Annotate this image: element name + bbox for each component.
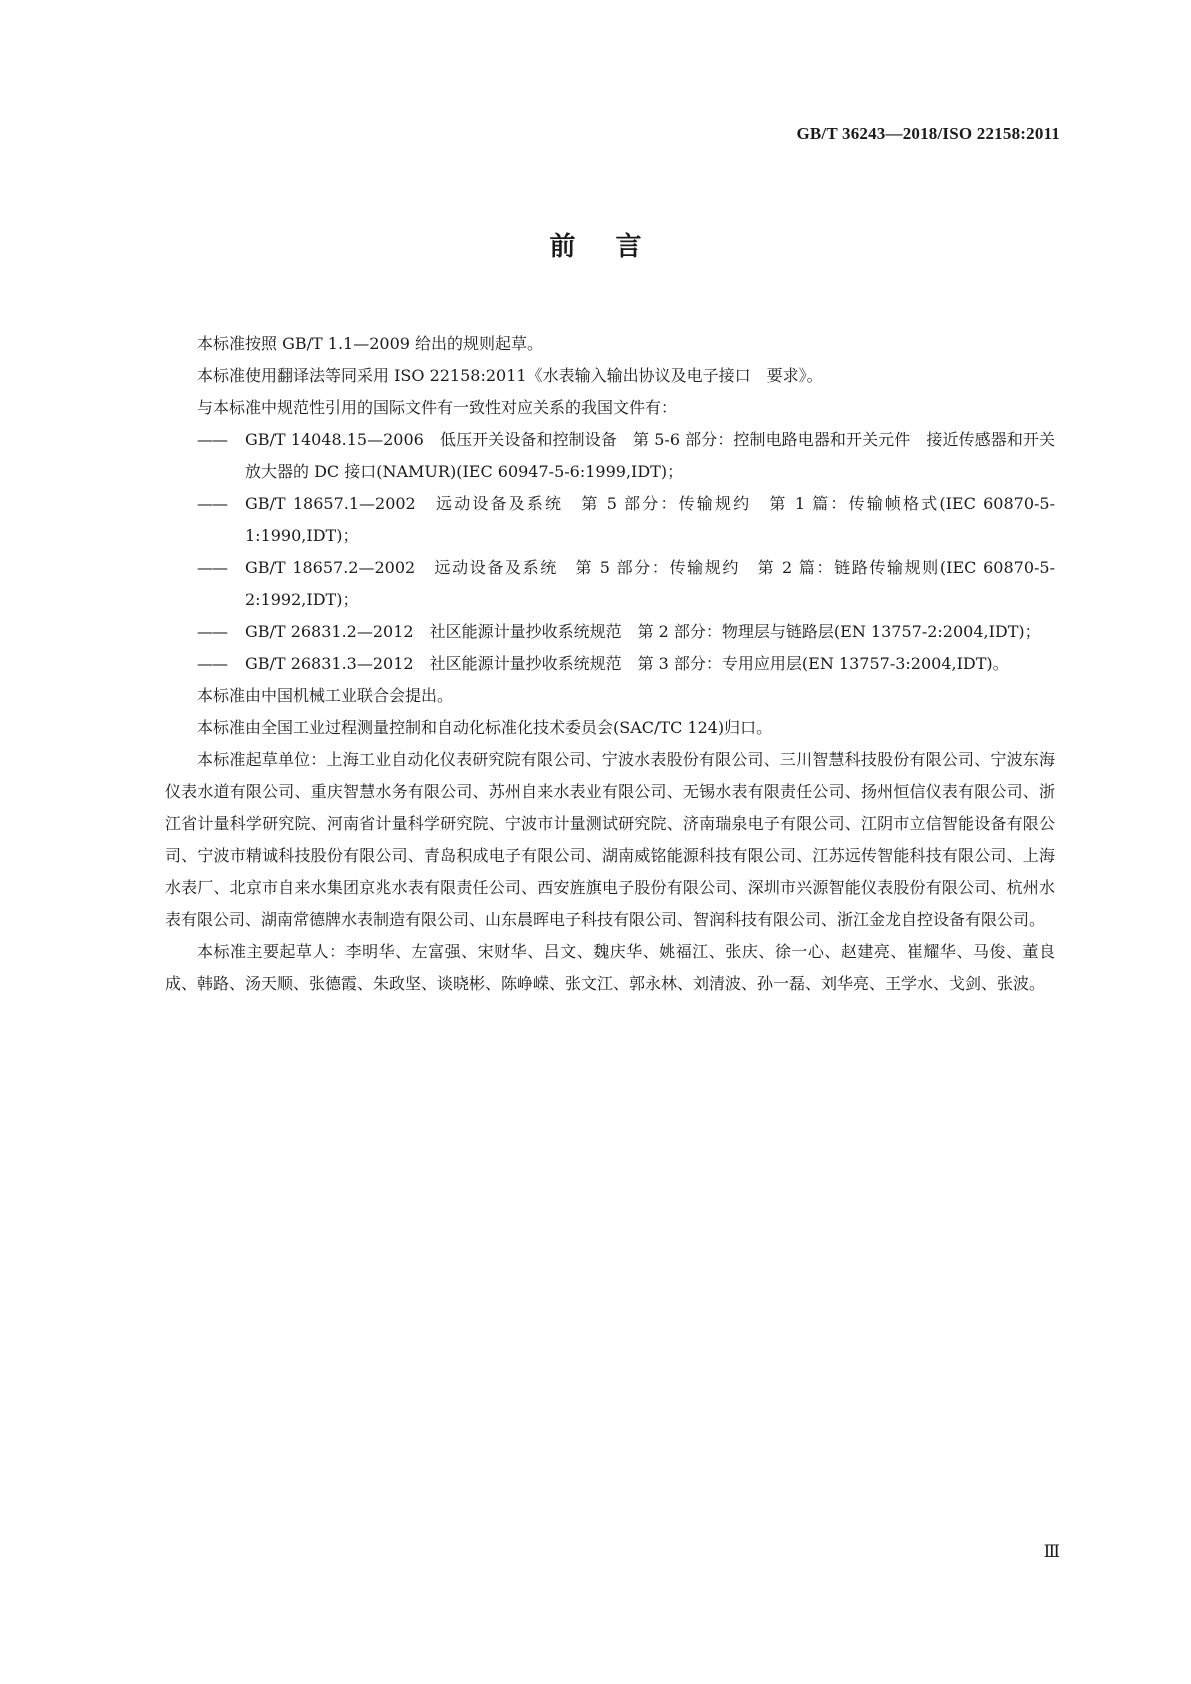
reference-item [165, 616, 1055, 648]
document-body [165, 328, 1055, 1000]
reference-text: GB/T 14048.15—2006 低压开关设备和控制设备 第 5-6 部分：控制电路电器和开关元件 接近传感器和开关放大器的 DC 接口(NAMUR)(IEC 60947-5-6:1999,IDT)； [245, 430, 1055, 481]
reference-item [165, 648, 1055, 680]
drafting-units-paragraph: 本标准起草单位：上海工业自动化仪表研究院有限公司、宁波水表股份有限公司、三川智慧科技股份有限公司、宁波东海仪表水道有限公司、重庆智慧水务有限公司、苏州自来水表业有限公司、无锡水表有限责任公司、扬州恒信仪表有限公司、浙江省计量科学研究院、河南省计量科学研究院、宁波市计量测试研究院、济南瑞泉电子有限公司、江阴市立信智能设备有限公司、宁波市精诚科技股份有限公司、青岛积成电子有限公司、湖南威铭能源科技有限公司、江苏远传智能科技有限公司、上海水表厂、北京市自来水集团京兆水表有限责任公司、西安旌旗电子股份有限公司、深圳市兴源智能仪表股份有限公司、杭州水表有限公司、湖南常德牌水表制造有限公司、山东晨晖电子科技有限公司、智润科技有限公司、浙江金龙自控设备有限公司。 [165, 750, 1055, 929]
reference-list [165, 424, 1055, 680]
dash-marker: —— [197, 430, 227, 449]
committee-paragraph: 本标准由全国工业过程测量控制和自动化标准化技术委员会(SAC/TC 124)归口。 [197, 718, 773, 737]
drafters-paragraph: 本标准主要起草人：李明华、左富强、宋财华、吕文、魏庆华、姚福江、张庆、徐一心、赵建亮、崔耀华、马俊、董良成、韩路、汤天顺、张德霞、朱政坚、谈晓彬、陈峥嵘、张文江、郭永林、刘清波、孙一磊、刘华亮、王学水、戈剑、张波。 [165, 942, 1055, 993]
references-intro-paragraph: 与本标准中规范性引用的国际文件有一致性对应关系的我国文件有： [197, 398, 678, 417]
reference-item [165, 488, 1055, 552]
proposer-paragraph: 本标准由中国机械工业联合会提出。 [197, 686, 454, 705]
reference-text: GB/T 18657.1—2002 远动设备及系统 第 5 部分：传输规约 第 1 篇：传输帧格式(IEC 60870-5-1:1990,IDT)； [245, 494, 1055, 545]
dash-marker: —— [197, 622, 227, 641]
reference-item [165, 552, 1055, 616]
standard-code-header: GB/T 36243—2018/ISO 22158:2011 [796, 124, 1060, 143]
reference-text: GB/T 18657.2—2002 远动设备及系统 第 5 部分：传输规约 第 2 篇：链路传输规则(IEC 60870-5-2:1992,IDT)； [245, 558, 1055, 609]
page-title: 前言 [549, 232, 682, 262]
adoption-paragraph: 本标准使用翻译法等同采用 ISO 22158:2011《水表输入输出协议及电子接口 要求》。 [197, 366, 823, 385]
reference-text: GB/T 26831.3—2012 社区能源计量抄收系统规范 第 3 部分：专用应用层(EN 13757-3:2004,IDT)。 [245, 654, 1009, 673]
drafting-rules-paragraph: 本标准按照 GB/T 1.1—2009 给出的规则起草。 [197, 334, 544, 353]
dash-marker: —— [197, 558, 227, 577]
reference-item [165, 424, 1055, 488]
page-number: Ⅲ [1043, 1542, 1060, 1561]
dash-marker: —— [197, 654, 227, 673]
reference-text: GB/T 26831.2—2012 社区能源计量抄收系统规范 第 2 部分：物理层与链路层(EN 13757-2:2004,IDT)； [245, 622, 1041, 641]
dash-marker: —— [197, 494, 227, 513]
